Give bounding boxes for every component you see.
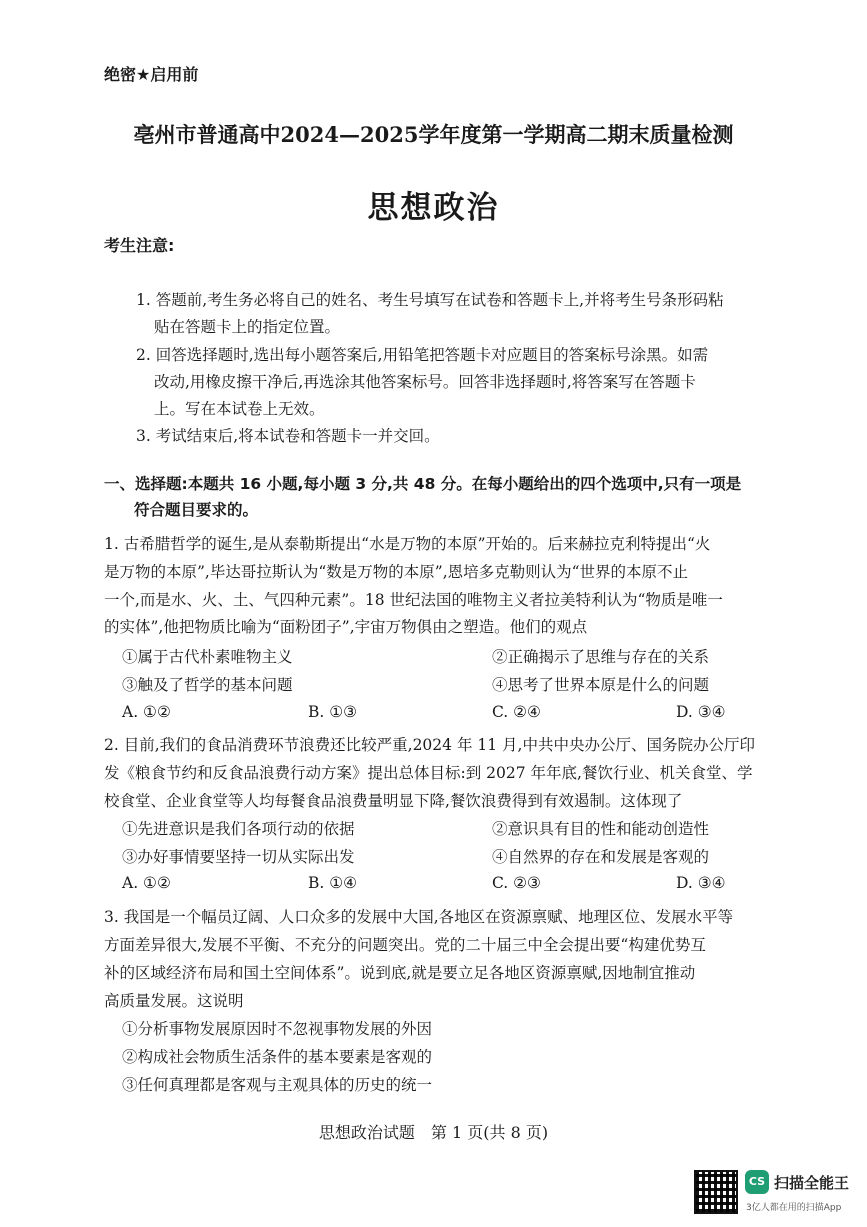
notice-line: 上。写在本试卷上无效。 [154, 400, 325, 418]
notice-line: 贴在答题卡上的指定位置。 [154, 318, 341, 336]
question-1-option-a: A. ①② [122, 703, 171, 721]
question-3-stem: 3. 我国是一个幅员辽阔、人口众多的发展中大国,各地区在资源禀赋、地理区位、发展水平等 [104, 908, 734, 926]
section-heading: 一、选择题:本题共 16 小题,每小题 3 分,共 48 分。在每小题给出的四个选项中,只有一项是 [104, 475, 742, 493]
question-1-option-b: B. ①③ [308, 703, 358, 721]
notice-line: 2. 回答选择题时,选出每小题答案后,用铅笔把答题卡对应题目的答案标号涂黑。如需 [136, 346, 709, 364]
qr-code-icon [694, 1170, 738, 1214]
section-heading-cont: 符合题目要求的。 [134, 501, 259, 519]
question-2-option-c: C. ②③ [492, 874, 541, 892]
question-3-statement: ①分析事物发展原因时不忽视事物发展的外因 [122, 1020, 433, 1038]
question-2-stem: 发《粮食节约和反食品浪费行动方案》提出总体目标:到 2027 年年底,餐饮行业、机关食堂、学 [104, 764, 753, 782]
notice-line: 3. 考试结束后,将本试卷和答题卡一并交回。 [136, 427, 440, 445]
question-1-stem: 是万物的本原”,毕达哥拉斯认为“数是万物的本原”,恩培多克勒则认为“世界的本原不止 [104, 563, 689, 581]
question-3-stem: 方面差异很大,发展不平衡、不充分的问题突出。党的二十届三中全会提出要“构建优势互 [104, 936, 706, 954]
question-1-option-c: C. ②④ [492, 703, 541, 721]
question-1-stem: 1. 古希腊哲学的诞生,是从泰勒斯提出“水是万物的本原”开始的。后来赫拉克利特提出“火 [104, 535, 711, 553]
notice-heading: 考生注意: [104, 236, 175, 255]
scanner-brand: 扫描全能王 [774, 1174, 850, 1192]
question-1-statement: ③触及了哲学的基本问题 [122, 676, 293, 694]
question-1-statement: ①属于古代朴素唯物主义 [122, 648, 293, 666]
question-3-stem: 高质量发展。这说明 [104, 992, 244, 1010]
scanner-tagline: 3亿人都在用的扫描App [746, 1203, 842, 1213]
notice-line: 改动,用橡皮擦干净后,再选涂其他答案标号。回答非选择题时,将答案写在答题卡 [154, 373, 696, 391]
exam-title: 亳州市普通高中2024—2025学年度第一学期高二期末质量检测 [133, 122, 734, 147]
notice-line: 1. 答题前,考生务必将自己的姓名、考生号填写在试卷和答题卡上,并将考生号条形码粘 [136, 291, 724, 309]
question-2-stem: 2. 目前,我们的食品消费环节浪费还比较严重,2024 年 11 月,中共中央办公厅、国务院办公厅印 [104, 736, 755, 754]
question-1-option-d: D. ③④ [676, 703, 726, 721]
question-1-statement: ④思考了世界本原是什么的问题 [492, 676, 710, 694]
page-footer: 思想政治试题 第 1 页(共 8 页) [318, 1123, 549, 1142]
question-2-option-d: D. ③④ [676, 874, 726, 892]
question-1-stem: 的实体”,他把物质比喻为“面粉团子”,宇宙万物俱由之塑造。他们的观点 [104, 618, 588, 636]
question-3-stem: 补的区域经济布局和国土空间体系”。说到底,就是要立足各地区资源禀赋,因地制宜推动 [104, 964, 696, 982]
question-2-stem: 校食堂、企业食堂等人均每餐食品浪费量明显下降,餐饮浪费得到有效遏制。这体现了 [104, 792, 683, 810]
question-1-statement: ②正确揭示了思维与存在的关系 [492, 648, 710, 666]
question-2-statement: ③办好事情要坚持一切从实际出发 [122, 848, 355, 866]
question-2-statement: ①先进意识是我们各项行动的依据 [122, 820, 355, 838]
question-2-statement: ④自然界的存在和发展是客观的 [492, 848, 710, 866]
question-1-stem: 一个,而是水、火、土、气四种元素”。18 世纪法国的唯物主义者拉美特利认为“物质是唯一 [104, 591, 723, 609]
question-2-option-a: A. ①② [122, 874, 171, 892]
camscanner-logo-icon: CS [745, 1170, 769, 1194]
confidential-label: 绝密★启用前 [104, 65, 199, 84]
question-2-option-b: B. ①④ [308, 874, 358, 892]
question-3-statement: ②构成社会物质生活条件的基本要素是客观的 [122, 1048, 433, 1066]
subject-title: 思想政治 [367, 190, 500, 226]
question-3-statement: ③任何真理都是客观与主观具体的历史的统一 [122, 1076, 433, 1094]
question-2-statement: ②意识具有目的性和能动创造性 [492, 820, 710, 838]
